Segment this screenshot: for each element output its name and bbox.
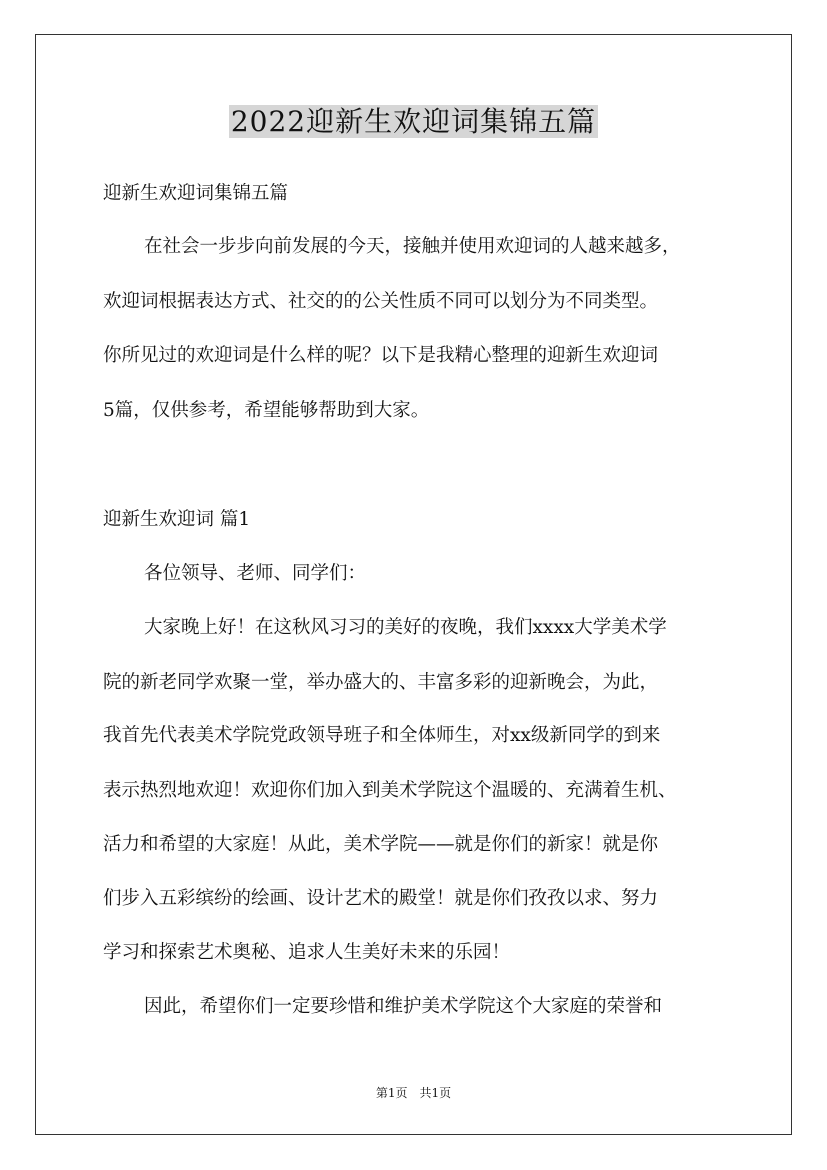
paragraph-line: 我首先代表美术学院党政领导班子和全体师生，对xx级新同学的到来: [103, 725, 661, 746]
page-indicator: 第1页 共1页: [375, 1086, 452, 1100]
paragraph-line: 活力和希望的大家庭！从此，美术学院——就是你们的新家！就是你: [103, 834, 659, 855]
document-subtitle: 迎新生欢迎词集锦五篇: [103, 183, 289, 204]
paragraph-line: 学习和探索艺术奥秘、追求人生美好未来的乐园！: [103, 942, 511, 963]
document-title: [0, 100, 827, 144]
paragraph-line: 大家晚上好！在这秋风习习的美好的夜晚，我们xxxx大学美术学: [144, 617, 667, 638]
intro-line: 在社会一步步向前发展的今天，接触并使用欢迎词的人越来越多，: [144, 236, 681, 257]
paragraph-line: 院的新老同学欢聚一堂，举办盛大的、丰富多彩的迎新晚会，为此，: [103, 672, 659, 693]
intro-line: 5篇，仅供参考，希望能够帮助到大家。: [103, 400, 430, 421]
greeting-line: 各位领导、老师、同学们：: [144, 563, 367, 584]
intro-line: 你所见过的欢迎词是什么样的呢？以下是我精心整理的迎新生欢迎词: [103, 345, 659, 366]
document-title-text: 2022迎新生欢迎词集锦五篇: [230, 105, 597, 138]
section-heading: 迎新生欢迎词 篇1: [103, 509, 251, 530]
paragraph-line: 们步入五彩缤纷的绘画、设计艺术的殿堂！就是你们孜孜以求、努力: [103, 888, 659, 909]
paragraph-line: 表示热烈地欢迎！欢迎你们加入到美术学院这个温暖的、充满着生机、: [103, 780, 677, 801]
paragraph-line: 因此，希望你们一定要珍惜和维护美术学院这个大家庭的荣誉和: [144, 996, 663, 1017]
intro-line: 欢迎词根据表达方式、社交的的公关性质不同可以划分为不同类型。: [103, 291, 659, 312]
